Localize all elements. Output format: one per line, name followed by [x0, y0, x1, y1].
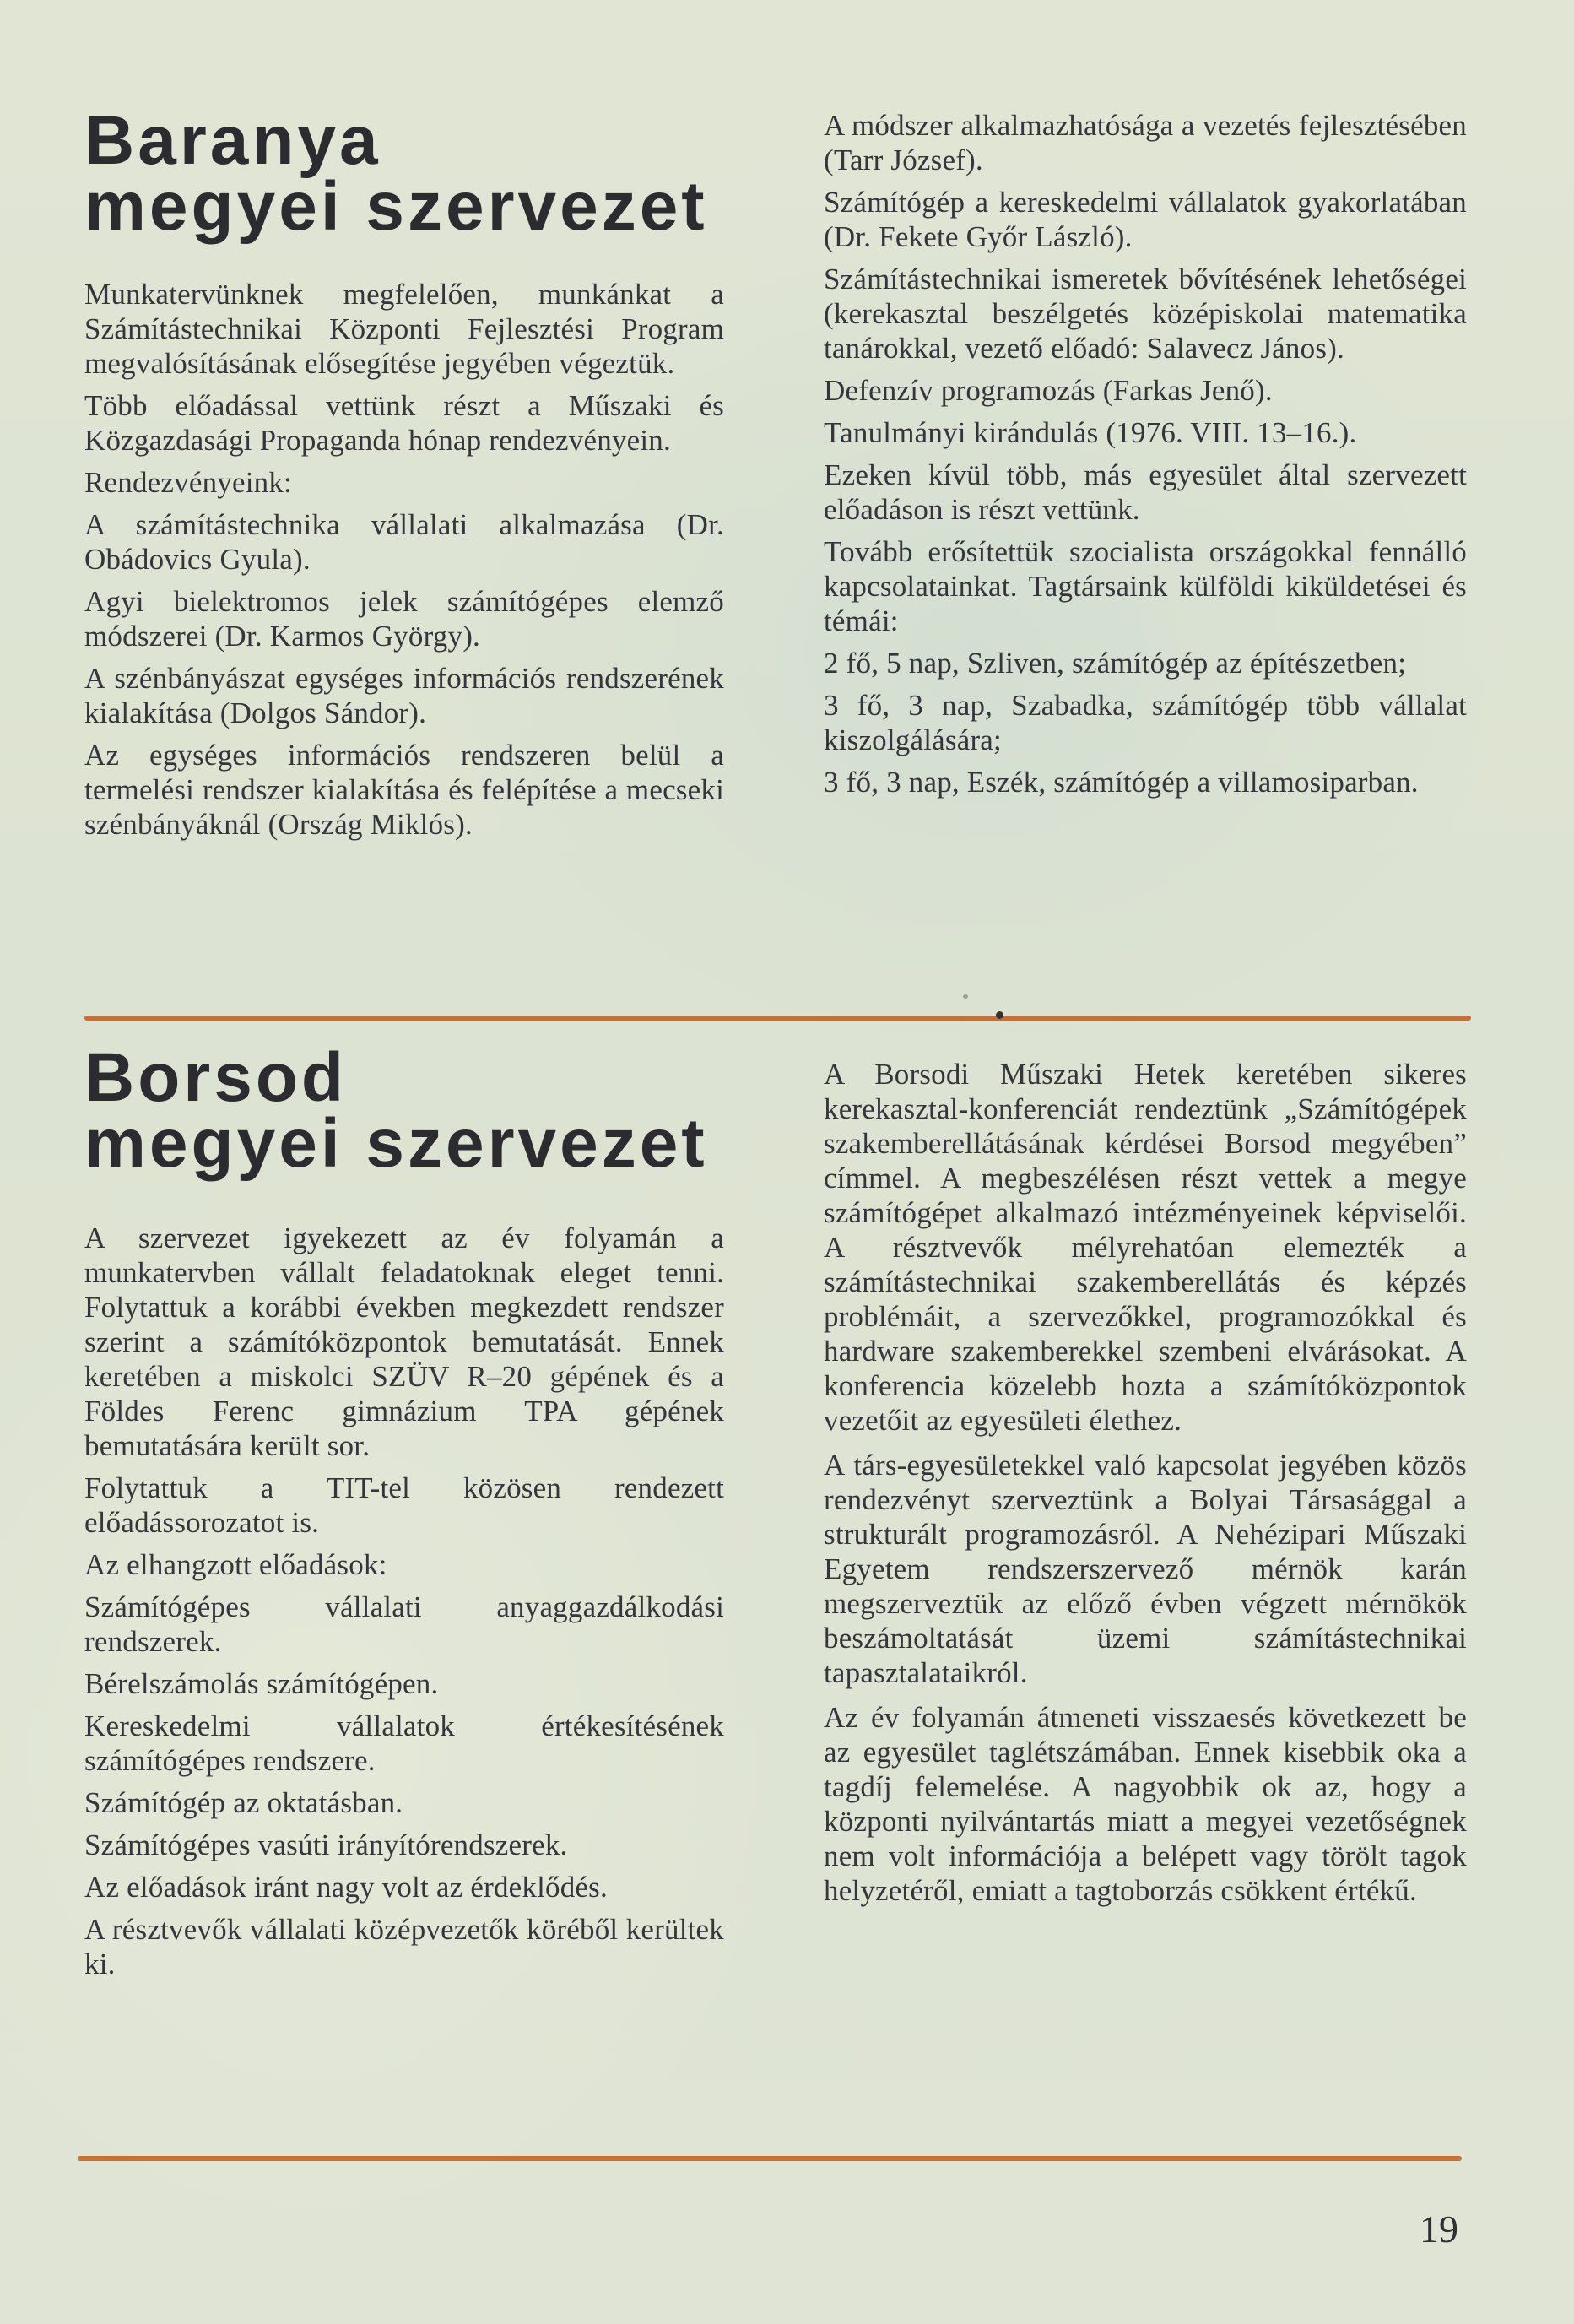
section-title-baranya [84, 102, 724, 245]
paragraph: Több előadással vettünk részt a Műszaki és Közgazdasági Propaganda hónap rendezvényein. [84, 389, 724, 457]
paragraph: Számítógép az oktatásban. [84, 1786, 403, 1819]
page-number: 19 [1420, 2208, 1458, 2251]
paragraph: Kereskedelmi vállalatok értékesítésének számítógépes rendszere. [84, 1709, 724, 1777]
paragraph: Számítógépes vállalati anyaggazdálkodási rendszerek. [84, 1590, 724, 1658]
paragraph: Rendezvényeink: [84, 466, 292, 499]
paragraph: Ezeken kívül több, más egyesület által szervezett előadáson is részt vettünk. [824, 458, 1467, 526]
paragraph: Számítástechnikai ismeretek bővítésének lehetőségei (kerekasztal beszélgetés középiskolai matematika tanárokkal, vezető előadó: Salavecz János). [824, 263, 1467, 365]
ink-speck [996, 1011, 1003, 1019]
ink-speck [963, 994, 968, 999]
paragraph: Az egységes információs rendszeren belül a termelési rendszer kialakítása és felépítése a mecseki szénbányáknál (Ország Miklós). [84, 739, 724, 841]
section-borsod-left-column [84, 1039, 724, 1981]
paragraph: Defenzív programozás (Farkas Jenő). [824, 374, 1273, 407]
paragraph: Munkatervünknek megfelelően, munkánkat a Számítástechnikai Központi Fejlesztési Program megvalósításának elősegítése jegyében végeztük. [84, 278, 724, 380]
paragraph: Az előadások iránt nagy volt az érdeklődés. [84, 1871, 608, 1904]
paragraph: A Borsodi Műszaki Hetek keretében sikeres kerekasztal-konferenciát rendeztünk „Számítógépek szakemberellátásának kérdései Borsod megyében” címmel. A megbeszélésen részt vettek a megye számítógépet alkalmazó intézményeinek képviselői. A résztvevők mélyrehatóan elemezték a számítástechnikai szakemberellátás és képzés problémáit, a szervezőkkel, programozókkal és hardware szakemberekkel szembeni elvárásokat. A konferencia közelebb hozta a számítóközpontok vezetőit az egyesületi élethez. [824, 1058, 1467, 1437]
paragraph: A szervezet igyekezett az év folyamán a munkatervben vállalt feladatoknak eleget tenni. Folytattuk a korábbi években megkezdett rendszer szerint a számítóközpontok bemutatását. Ennek keretében a miskolci SZÜV R–20 gépének és a Földes Ferenc gimnázium TPA gépének bemutatására került sor. [84, 1222, 724, 1462]
paragraph: Agyi bielektromos jelek számítógépes elemző módszerei (Dr. Karmos György). [84, 585, 724, 653]
section-baranya-left-column [84, 102, 724, 842]
paragraph: 3 fő, 3 nap, Szabadka, számítógép több vállalat kiszolgálására; [824, 689, 1467, 756]
paragraph: 3 fő, 3 nap, Eszék, számítógép a villamosiparban. [824, 766, 1419, 799]
section-title-line2: megyei szervezet [84, 1105, 708, 1182]
paragraph: Folytattuk a TIT-tel közösen rendezett előadássorozatot is. [84, 1471, 724, 1539]
section-divider [84, 1016, 1471, 1021]
paragraph: Az elhangzott előadások: [84, 1548, 387, 1581]
paragraph: A szénbányászat egységes információs rendszerének kialakítása (Dolgos Sándor). [84, 662, 724, 729]
paragraph: Az év folyamán átmeneti visszaesés következett be az egyesület taglétszámában. Ennek kisebbik oka a tagdíj felemelése. A nagyobbik ok az, hogy a központi nyilvántartás miatt a megyei vezetőségnek nem volt információja a belépett vagy törölt tagok helyzetéről, emiatt a tagtoborzás csökkent értékű. [824, 1701, 1467, 1907]
bottom-divider [78, 2156, 1462, 2161]
paragraph: Számítógép a kereskedelmi vállalatok gyakorlatában (Dr. Fekete Győr László). [824, 186, 1467, 253]
section-borsod-right-column [824, 1057, 1467, 1908]
paragraph: 2 fő, 5 nap, Szliven, számítógép az építészetben; [824, 647, 1407, 680]
paragraph: Számítógépes vasúti irányítórendszerek. [84, 1828, 568, 1861]
paragraph: Bérelszámolás számítógépen. [84, 1667, 439, 1700]
paragraph: Tovább erősítettük szocialista országokkal fennálló kapcsolatainkat. Tagtársaink külföldi kiküldetései és témái: [824, 535, 1467, 637]
section-title-line1: Borsod [84, 1039, 347, 1116]
paragraph: A módszer alkalmazhatósága a vezetés fejlesztésében (Tarr József). [824, 109, 1467, 176]
paragraph: A társ-egyesületekkel való kapcsolat jegyében közös rendezvényt szerveztünk a Bolyai Társasággal a strukturált programozásról. A Nehézipari Műszaki Egyetem rendszerszervező mérnök karán megszerveztük az előző évben végzett mérnökök beszámoltatását üzemi számítástechnikai tapasztalataikról. [824, 1449, 1467, 1689]
section-baranya-right-column [824, 108, 1467, 799]
section-title-line2: megyei szervezet [84, 168, 708, 245]
paragraph: A számítástechnika vállalati alkalmazása (Dr. Obádovics Gyula). [84, 508, 724, 576]
paragraph: Tanulmányi kirándulás (1976. VIII. 13–16.). [824, 416, 1357, 449]
paragraph: A résztvevők vállalati középvezetők köréből kerültek ki. [84, 1913, 724, 1980]
section-title-borsod [84, 1039, 724, 1182]
section-title-line1: Baranya [84, 102, 381, 179]
